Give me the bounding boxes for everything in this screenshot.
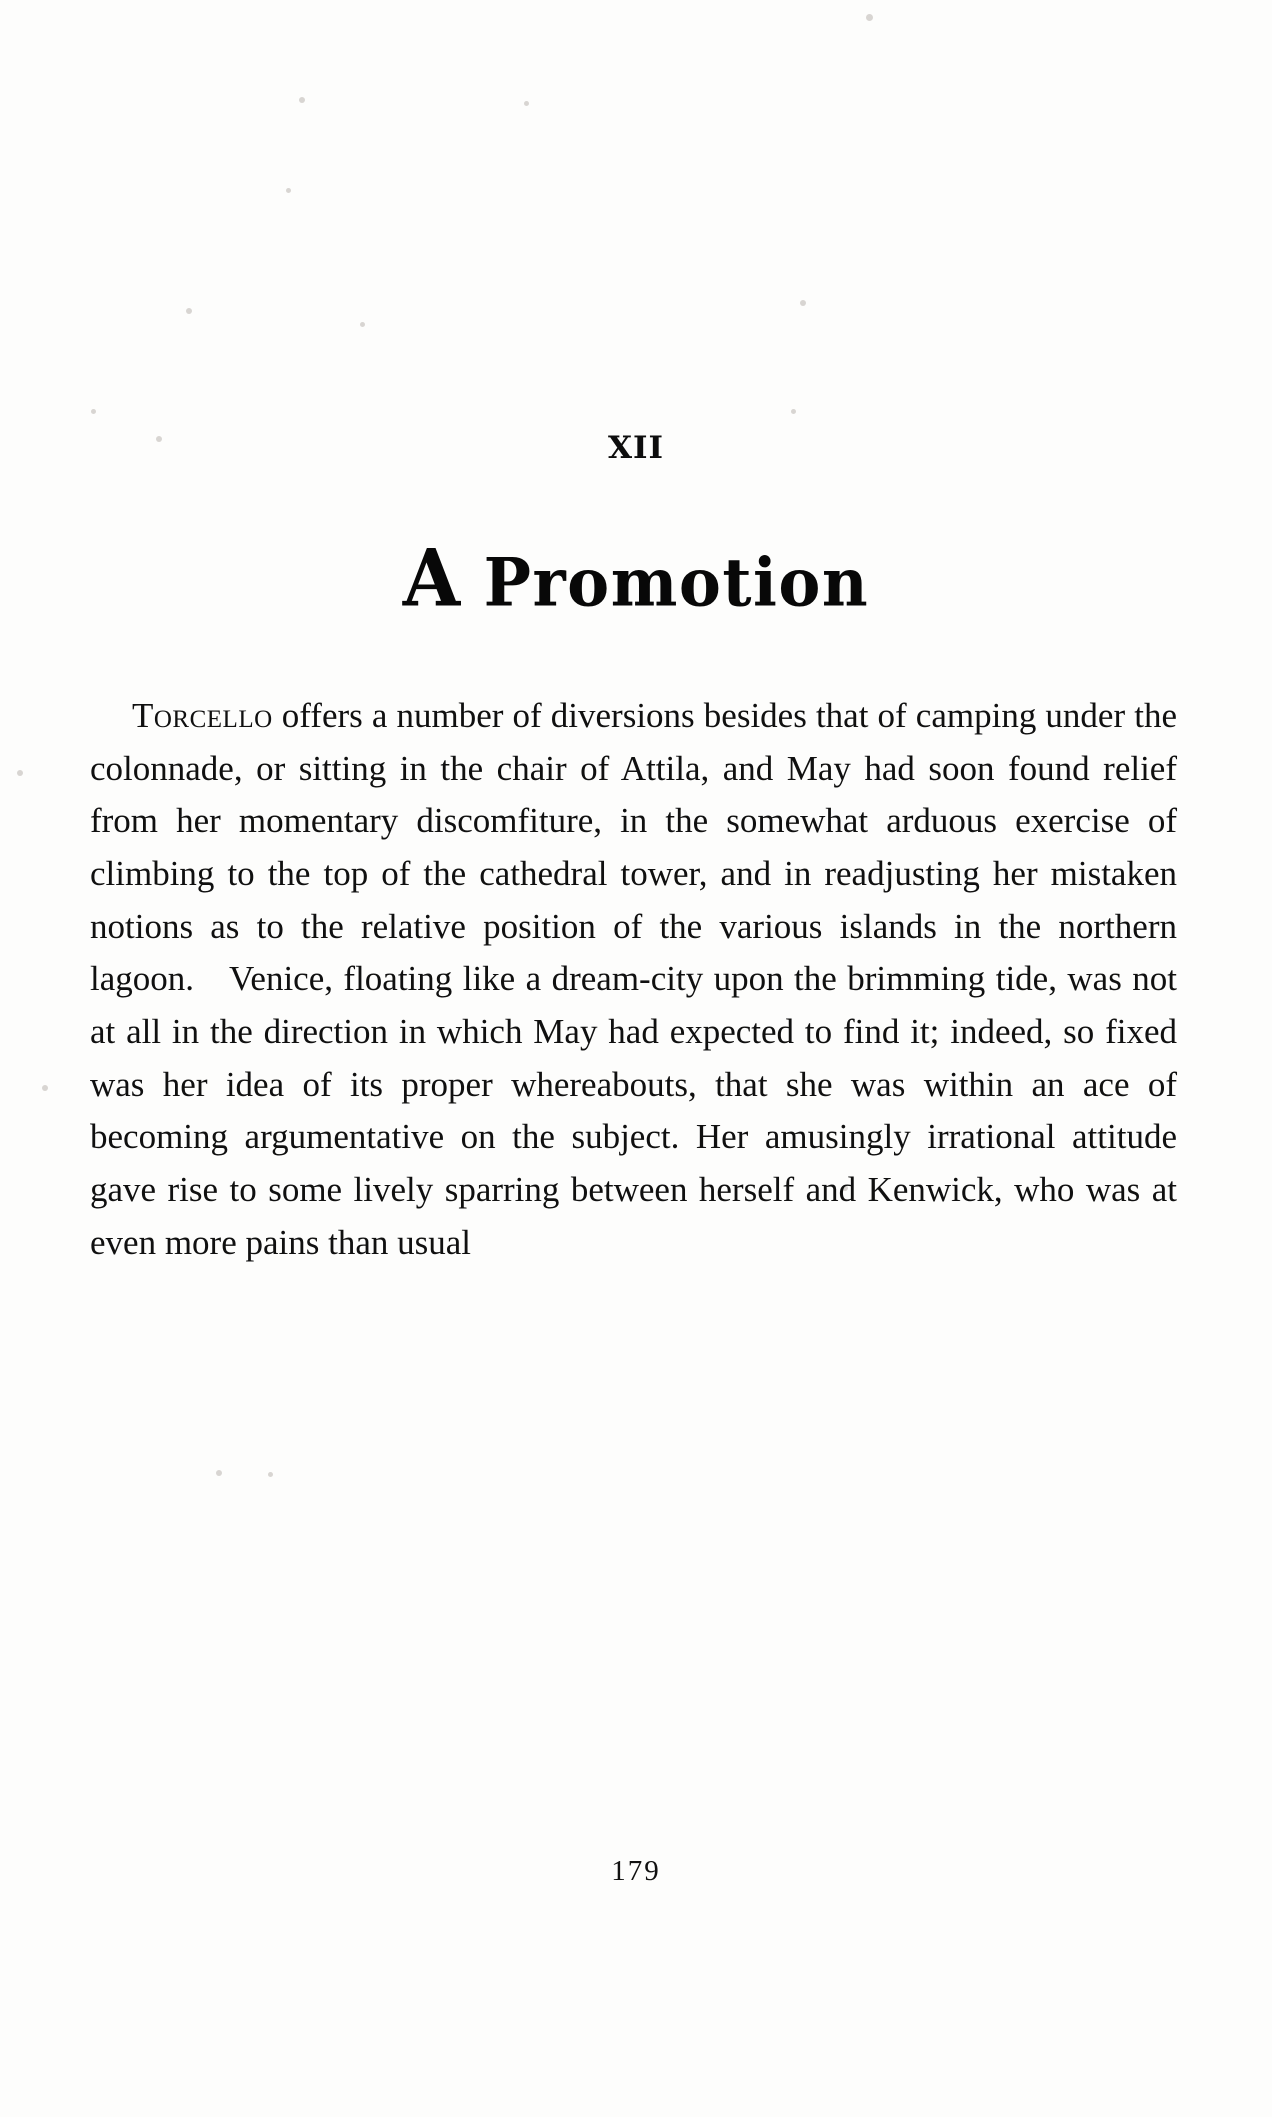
scan-speck (186, 308, 192, 314)
opening-smallcaps-word: Torcello (132, 696, 273, 735)
scan-speck (524, 101, 529, 106)
scan-speck (91, 409, 96, 414)
scan-speck (360, 322, 365, 327)
scan-speck (299, 97, 305, 103)
scan-speck (286, 188, 291, 193)
scan-speck (866, 14, 873, 21)
chapter-title (90, 533, 1182, 624)
scan-speck (17, 770, 23, 776)
scan-speck (791, 409, 796, 414)
chapter-title-initial: A (402, 533, 461, 625)
page-number: 179 (611, 1855, 661, 1887)
scan-speck (268, 1472, 273, 1477)
chapter-title-rest: Promotion (483, 542, 870, 622)
chapter-number: XII (607, 430, 665, 466)
scan-speck (216, 1470, 222, 1476)
paragraph-text: offers a number of diversions besides that of camping under the colonnade, or sitting in the chair of Attila, and May had soon found relief from her momentary discomfiture, in the somewhat arduous exercise of climbing to the top of the cathedral tower, and in readjusting her mistaken notions as to the relative position of the various islands in the northern lagoon. Venice, floating like a dream-city upon the brimming tide, was not at all in the direction in which May had expected to find it; indeed, so fixed was her idea of its proper whereabouts, that she was within an ace of becoming argumentative on the subject. Her amusingly irrational attitude gave rise to some lively sparring between herself and Kenwick, who was at even more pains than usual (90, 696, 1177, 1262)
page-content (90, 430, 1182, 1269)
scan-speck (800, 300, 806, 306)
chapter-body-paragraph (90, 690, 1182, 1269)
scan-speck (42, 1085, 48, 1091)
